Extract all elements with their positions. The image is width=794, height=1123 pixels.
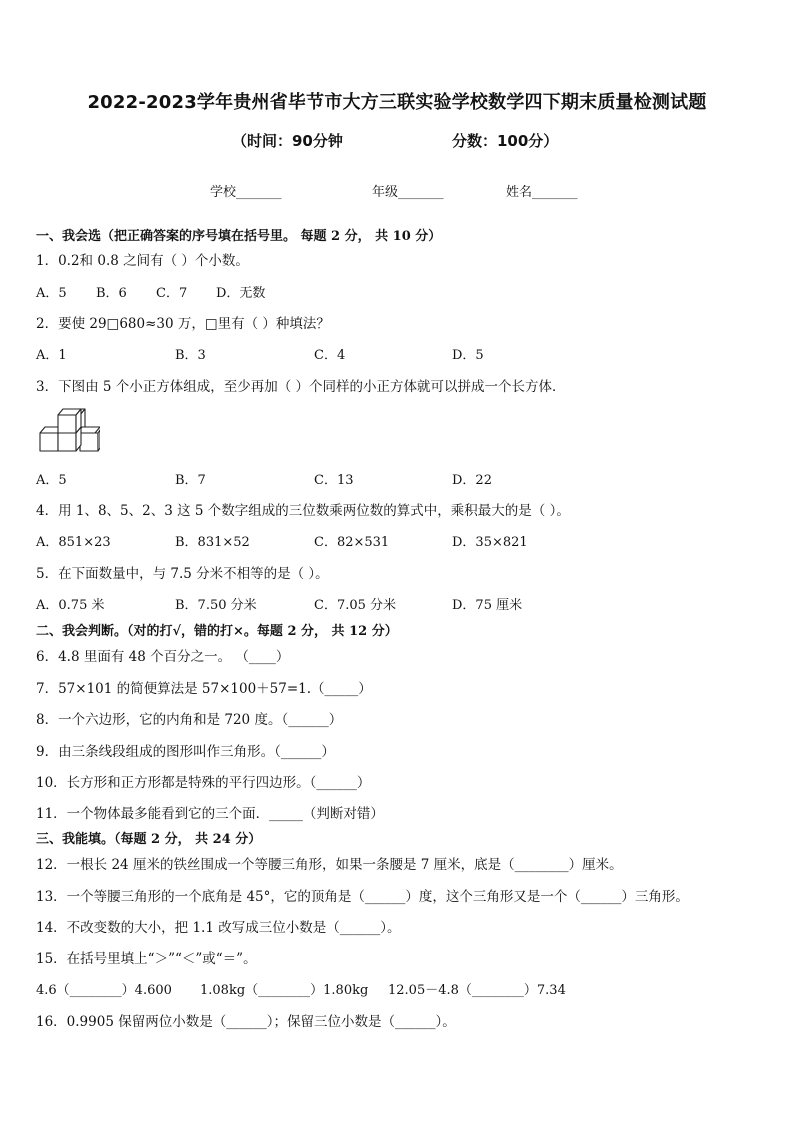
q4-option-b[interactable]: B．831×52 bbox=[175, 535, 250, 550]
score-label: 分数：100分） bbox=[452, 132, 559, 150]
question-9: 9．由三条线段组成的图形叫作三角形。（______） bbox=[36, 744, 335, 760]
question-5: 5．在下面数量中，与 7.5 分米不相等的是（ ）。 bbox=[36, 566, 329, 582]
q5-option-b[interactable]: B．7.50 分米 bbox=[175, 598, 257, 613]
q5-option-d[interactable]: D．75 厘米 bbox=[452, 598, 523, 613]
question-7: 7．57×101 的简便算法是 57×100＋57=1.（_____） bbox=[36, 681, 372, 697]
school-field[interactable]: 学校_______ bbox=[210, 185, 282, 200]
question-12: 12．一根长 24 厘米的铁丝围成一个等腰三角形，如果一条腰是 7 厘米，底是（________）厘米。 bbox=[36, 857, 623, 873]
q3-option-d[interactable]: D．22 bbox=[452, 473, 492, 488]
q3-option-a[interactable]: A．5 bbox=[36, 473, 67, 488]
question-15: 15．在括号里填上“＞”“＜”或“＝”。 bbox=[36, 951, 257, 967]
question-11: 11．一个物体最多能看到它的三个面．_____（判断对错） bbox=[36, 806, 384, 822]
section-2-heading: 二、我会判断。（对的打√，错的打×。每题 2 分， 共 12 分） bbox=[36, 624, 398, 639]
q1-option-b[interactable]: B．6 bbox=[96, 286, 127, 301]
page-title: 2022-2023学年贵州省毕节市大方三联实验学校数学四下期末质量检测试题 bbox=[87, 92, 707, 113]
question-2-options bbox=[36, 344, 756, 362]
question-2: 2．要使 29□680≈30 万，□里有（ ）种填法？ bbox=[36, 316, 330, 332]
question-3-options bbox=[36, 469, 756, 487]
q5-option-c[interactable]: C．7.05 分米 bbox=[314, 598, 397, 613]
q2-option-d[interactable]: D．5 bbox=[452, 348, 484, 363]
q4-option-a[interactable]: A．851×23 bbox=[36, 535, 111, 550]
q15-item-1[interactable]: 4.6（________）4.600 bbox=[36, 983, 172, 998]
q2-option-a[interactable]: A．1 bbox=[36, 348, 67, 363]
grade-field[interactable]: 年级_______ bbox=[372, 185, 444, 200]
q5-option-a[interactable]: A．0.75 米 bbox=[36, 598, 105, 613]
question-3: 3．下图由 5 个小正方体组成，至少再加（ ）个同样的小正方体就可以拼成一个长方体． bbox=[36, 379, 566, 395]
time-label: （时间：90分钟 bbox=[232, 132, 343, 150]
question-15-items bbox=[36, 979, 756, 997]
question-1: 1．0.2和 0.8 之间有（ ）个小数。 bbox=[36, 253, 249, 269]
question-4-options bbox=[36, 531, 756, 549]
q1-option-c[interactable]: C．7 bbox=[156, 286, 188, 301]
question-13: 13．一个等腰三角形的一个底角是 45°，它的顶角是（______）度，这个三角形又是一个（______）三角形。 bbox=[36, 889, 689, 905]
question-4: 4．用 1、8、5、2、3 这 5 个数字组成的三位数乘两位数的算式中，乘积最大的是（ ）。 bbox=[36, 503, 570, 519]
name-field[interactable]: 姓名_______ bbox=[506, 185, 578, 200]
q3-option-b[interactable]: B．7 bbox=[175, 473, 206, 488]
q4-option-c[interactable]: C．82×531 bbox=[314, 535, 390, 550]
question-10: 10．长方形和正方形都是特殊的平行四边形。（______） bbox=[36, 775, 371, 791]
q2-option-b[interactable]: B．3 bbox=[175, 348, 206, 363]
section-3-heading: 三、我能填。（每题 2 分， 共 24 分） bbox=[36, 832, 262, 847]
question-14: 14．不改变数的大小，把 1.1 改写成三位小数是（______）。 bbox=[36, 920, 401, 936]
q15-item-3[interactable]: 12.05－4.8（________）7.34 bbox=[388, 983, 566, 998]
question-5-options bbox=[36, 594, 756, 612]
q1-option-a[interactable]: A．5 bbox=[36, 286, 67, 301]
cube-figure bbox=[36, 403, 100, 455]
q4-option-d[interactable]: D．35×821 bbox=[452, 535, 528, 550]
question-1-options bbox=[36, 282, 756, 300]
question-16: 16．0.9905 保留两位小数是（______）；保留三位小数是（______）。 bbox=[36, 1014, 456, 1030]
question-6: 6．4.8 里面有 48 个百分之一。 （____） bbox=[36, 649, 290, 665]
q3-option-c[interactable]: C．13 bbox=[314, 473, 354, 488]
question-8: 8．一个六边形，它的内角和是 720 度。（______） bbox=[36, 712, 343, 728]
q15-item-2[interactable]: 1.08kg（________）1.80kg bbox=[200, 983, 369, 998]
q1-option-d[interactable]: D．无数 bbox=[216, 286, 266, 301]
q2-option-c[interactable]: C．4 bbox=[314, 348, 346, 363]
section-1-heading: 一、我会选（把正确答案的序号填在括号里。 每题 2 分， 共 10 分） bbox=[36, 229, 442, 244]
